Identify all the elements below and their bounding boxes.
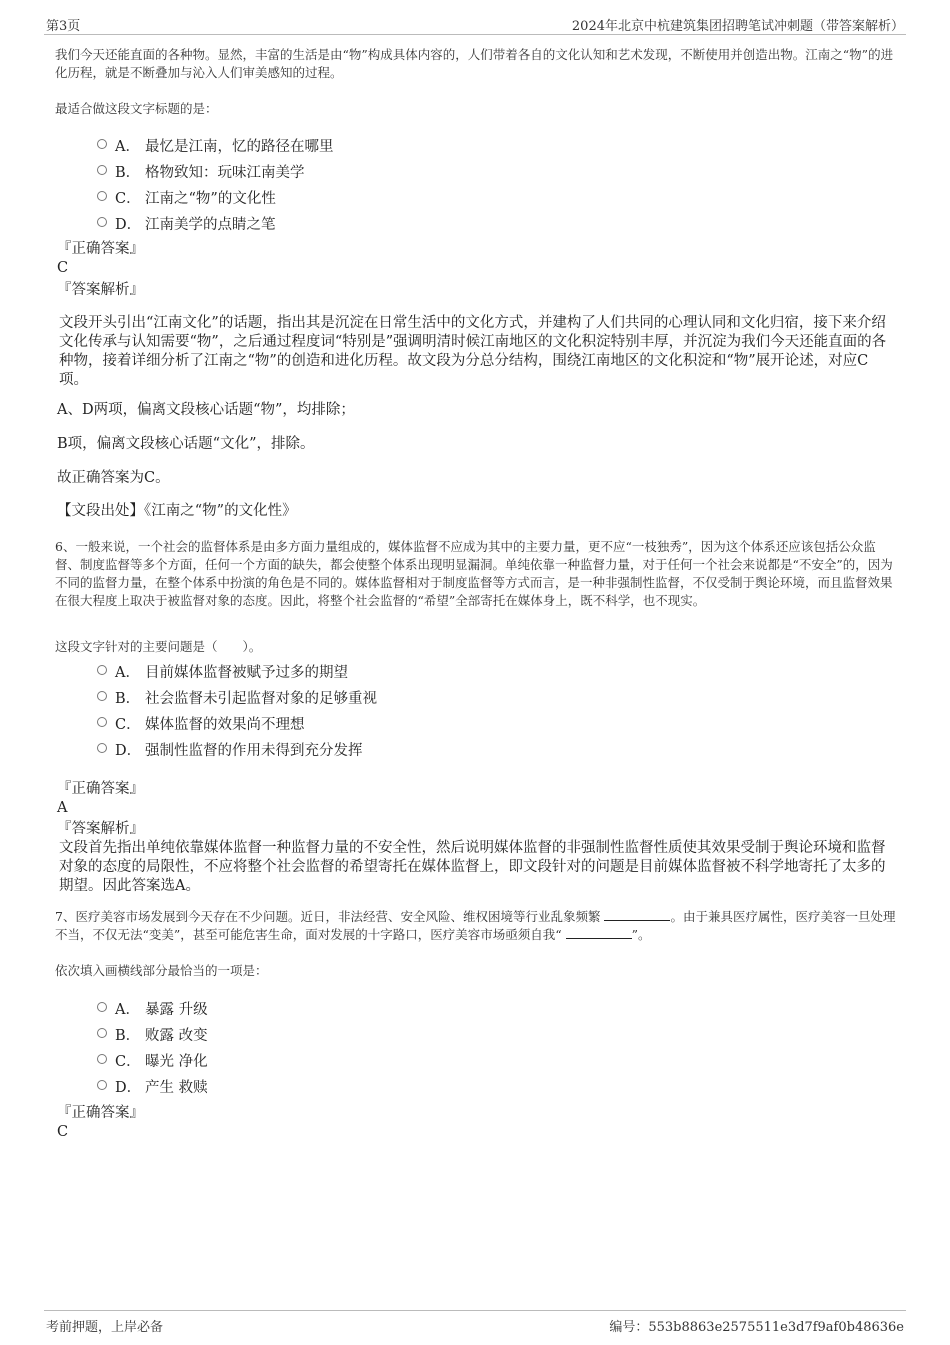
page-header — [44, 14, 906, 35]
q5-analysis-label: 『答案解析』 — [57, 282, 144, 298]
q6-answer: A — [57, 800, 68, 816]
radio-icon[interactable] — [97, 691, 107, 701]
q5-analysis-ad: A、D两项，偏离文段核心话题“物”，均排除； — [57, 402, 355, 418]
radio-icon[interactable] — [97, 165, 107, 175]
blank-line-2 — [566, 926, 632, 939]
radio-icon[interactable] — [97, 1028, 107, 1038]
document-code: 编号：553b8863e2575511e3d7f9af0b48636e — [609, 1320, 904, 1335]
q5-passage-end: 我们今天还能直面的各种物。显然，丰富的生活是由“物”构成具体内容的，人们带着各自的文化认知和艺术发现，不断使用并创造出物。江南之“物”的进化历程，就是不断叠加与沁入人们审美感知的过程。 — [55, 47, 894, 80]
radio-icon[interactable] — [97, 217, 107, 227]
q6-analysis-label: 『答案解析』 — [57, 821, 144, 837]
radio-icon[interactable] — [97, 191, 107, 201]
q7-stem: 7、医疗美容市场发展到今天存在不少问题。近日，非法经营、安全风险、维权困境等行业乱象频繁 。由于兼具医疗属性，医疗美容一旦处理不当，不仅无法“变美”，甚至可能危害生命，面对发展的十字路口，医疗美容市场亟须自我“ ”。 — [55, 909, 896, 942]
q6-answer-label: 『正确答案』 — [57, 781, 144, 797]
q5-prompt: 最适合做这段文字标题的是： — [55, 101, 218, 116]
q5-answer: C — [57, 260, 69, 276]
radio-icon[interactable] — [97, 1080, 107, 1090]
document-title: 2024年北京中杭建筑集团招聘笔试冲刺题（带答案解析） — [571, 19, 904, 34]
page-footer — [44, 1310, 906, 1337]
radio-icon[interactable] — [97, 665, 107, 675]
q5-conclusion: 故正确答案为C。 — [57, 470, 170, 486]
q5-analysis-b: B项，偏离文段核心话题“文化”，排除。 — [57, 436, 315, 452]
q5-source: 【文段出处】《江南之“物”的文化性》 — [57, 503, 297, 519]
radio-icon[interactable] — [97, 1054, 107, 1064]
radio-icon[interactable] — [97, 139, 107, 149]
q7-answer: C — [57, 1124, 69, 1140]
q5-answer-label: 『正确答案』 — [57, 241, 144, 257]
q6-prompt: 这段文字针对的主要问题是（ ）。 — [55, 639, 262, 654]
q5-analysis: 文段开头引出“江南文化”的话题，指出其是沉淀在日常生活中的文化方式，并建构了人们共同的心理认同和文化归宿，接下来介绍文化传承与认知需要“物”，之后通过程度词“特别是”强调明清时候江南地区的文化积淀特别丰厚，并沉淀为我们今天还能直面的各种物，接着详细分析了江南之“物”的创造和进化历程。故文段为分总分结构，围绕江南地区的文化积淀和“物”展开论述，对应C项。 — [59, 315, 887, 388]
blank-line-1 — [604, 908, 670, 921]
q6-stem: 6、一般来说，一个社会的监督体系是由多方面力量组成的，媒体监督不应成为其中的主要力量，更不应“一枝独秀”，因为这个体系还应该包括公众监督、制度监督等多个方面，任何一个方面的缺失，都会使整个体系出现明显漏洞。单纯依靠一种监督力量，对于任何一个社会来说都是“不安全”的，因为不同的监督力量，在整个体系中扮演的角色是不同的。媒体监督相对于制度监督等方式而言，是一种非强制性监督，不仅受制于舆论环境，而且监督效果在很大程度上取决于被监督对象的态度。因此，将整个社会监督的“希望”全部寄托在媒体身上，既不科学，也不现实。 — [55, 539, 893, 608]
radio-icon[interactable] — [97, 1002, 107, 1012]
footer-slogan: 考前押题，上岸必备 — [46, 1320, 164, 1335]
q6-analysis: 文段首先指出单纯依靠媒体监督一种监督力量的不安全性，然后说明媒体监督的非强制性监督性质使其效果受制于舆论环境和监督对象的态度的局限性，不应将整个社会监督的希望寄托在媒体监督上，即文段针对的问题是目前媒体监督被不科学地寄托了太多的期望。因此答案选A。 — [59, 840, 886, 894]
radio-icon[interactable] — [97, 717, 107, 727]
radio-icon[interactable] — [97, 743, 107, 753]
q7-answer-label: 『正确答案』 — [57, 1105, 144, 1121]
q7-prompt: 依次填入画横线部分最恰当的一项是： — [55, 963, 268, 978]
page-number: 第3页 — [46, 19, 81, 34]
